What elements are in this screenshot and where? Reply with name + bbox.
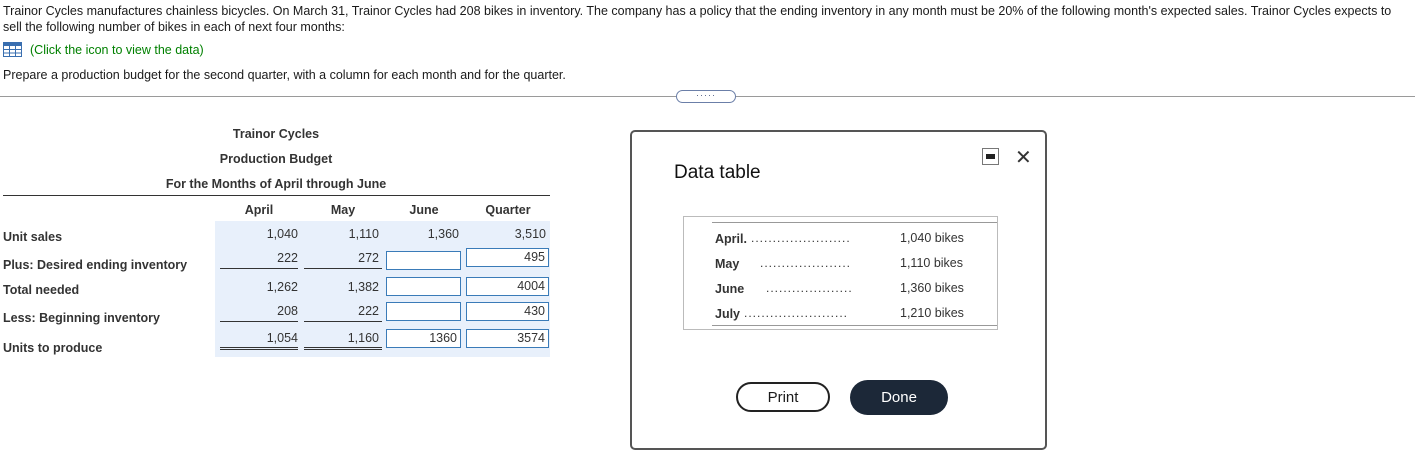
cell-units-to-produce-april: 1,054 bbox=[266, 331, 298, 345]
input-beginning-quarter[interactable]: 430 bbox=[466, 302, 549, 321]
input-units-to-produce-june[interactable]: 1360 bbox=[386, 329, 461, 348]
data-table-dialog bbox=[630, 130, 1047, 450]
underline bbox=[220, 268, 298, 269]
input-total-needed-june[interactable] bbox=[386, 277, 461, 296]
input-desired-ending-quarter[interactable]: 495 bbox=[466, 248, 549, 267]
data-value-may: 1,110 bikes bbox=[900, 256, 964, 270]
company-name: Trainor Cycles bbox=[232, 127, 320, 141]
leader-dots: ........................ bbox=[744, 306, 849, 320]
row-label-unit-sales: Unit sales bbox=[3, 230, 63, 244]
row-label-total-needed: Total needed bbox=[3, 283, 80, 297]
data-table-bottom-rule bbox=[712, 325, 997, 326]
minimize-icon[interactable] bbox=[982, 148, 999, 165]
leader-dots: ..................... bbox=[760, 256, 852, 270]
budget-period: For the Months of April through June bbox=[165, 177, 387, 191]
data-month-june: June bbox=[715, 282, 745, 296]
cell-units-to-produce-may: 1,160 bbox=[347, 331, 379, 345]
done-button[interactable]: Done bbox=[850, 380, 948, 415]
underline bbox=[220, 321, 298, 322]
table-icon[interactable] bbox=[3, 42, 22, 57]
expand-button[interactable]: ····· bbox=[676, 90, 736, 103]
data-value-july: 1,210 bikes bbox=[900, 306, 964, 320]
row-label-desired-ending: Plus: Desired ending inventory bbox=[3, 258, 188, 272]
underline bbox=[304, 268, 382, 269]
row-label-units-to-produce: Units to produce bbox=[3, 341, 103, 355]
double-underline bbox=[304, 347, 382, 350]
table-top-rule bbox=[3, 195, 550, 196]
cell-total-needed-april: 1,262 bbox=[266, 280, 298, 294]
col-header-may: May bbox=[330, 203, 356, 217]
cell-total-needed-may: 1,382 bbox=[347, 280, 379, 294]
instruction-text: Prepare a production budget for the second quarter, with a column for each month and for the quarter. bbox=[3, 68, 566, 82]
leader-dots: .................... bbox=[766, 281, 853, 295]
leader-dots: ....................... bbox=[751, 231, 851, 245]
data-value-june: 1,360 bikes bbox=[900, 281, 964, 295]
data-value-april: 1,040 bikes bbox=[900, 231, 964, 245]
cell-desired-ending-may: 272 bbox=[358, 251, 379, 265]
print-button[interactable]: Print bbox=[736, 382, 830, 412]
cell-unit-sales-quarter: 3,510 bbox=[514, 227, 546, 241]
cell-desired-ending-april: 222 bbox=[277, 251, 298, 265]
view-data-link[interactable] bbox=[3, 42, 204, 57]
double-underline bbox=[220, 347, 298, 350]
cell-unit-sales-june: 1,360 bbox=[427, 227, 459, 241]
budget-title: Production Budget bbox=[219, 152, 333, 166]
dialog-title: Data table bbox=[674, 162, 761, 183]
underline bbox=[304, 321, 382, 322]
col-header-april: April bbox=[244, 203, 274, 217]
input-total-needed-quarter[interactable]: 4004 bbox=[466, 277, 549, 296]
cell-beginning-april: 208 bbox=[277, 304, 298, 318]
cell-unit-sales-may: 1,110 bbox=[348, 227, 379, 241]
cell-beginning-may: 222 bbox=[358, 304, 379, 318]
col-header-june: June bbox=[409, 203, 439, 217]
input-desired-ending-june[interactable] bbox=[386, 251, 461, 270]
cell-unit-sales-april: 1,040 bbox=[266, 227, 298, 241]
input-units-to-produce-quarter[interactable]: 3574 bbox=[466, 329, 549, 348]
data-table-top-rule bbox=[712, 222, 997, 223]
data-month-july: July bbox=[715, 307, 741, 321]
row-label-beginning-inventory: Less: Beginning inventory bbox=[3, 311, 160, 325]
close-icon[interactable]: ✕ bbox=[1015, 147, 1032, 169]
data-month-may: May bbox=[715, 257, 740, 271]
question-text: Trainor Cycles manufactures chainless bicycles. On March 31, Trainor Cycles had 208 bikes in inventory. The company has a policy that the ending inventory in any month must be 20% of the following month's expected sales. Trainor Cycles expects to sell the following number of bikes in each of next four months: bbox=[3, 4, 1392, 34]
view-data-label[interactable]: (Click the icon to view the data) bbox=[30, 42, 204, 57]
data-month-april: April. bbox=[715, 232, 747, 246]
col-header-quarter: Quarter bbox=[485, 203, 531, 217]
input-beginning-june[interactable] bbox=[386, 302, 461, 321]
